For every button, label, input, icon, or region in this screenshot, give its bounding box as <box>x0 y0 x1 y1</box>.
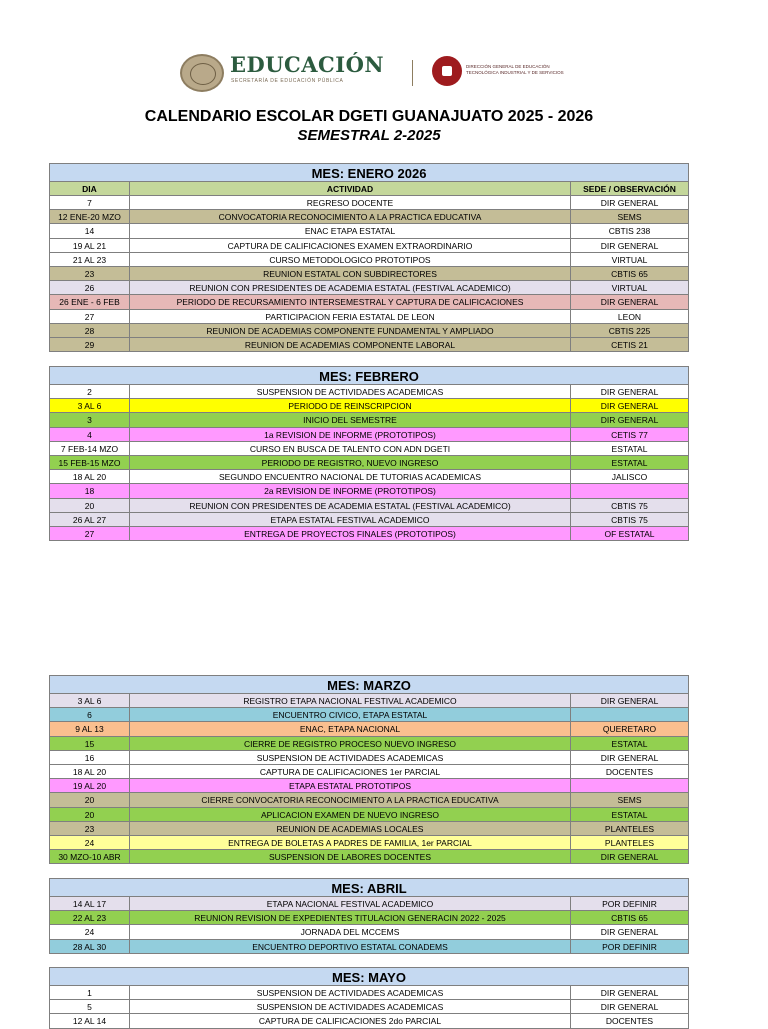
cell-sede: SEMS <box>571 210 689 223</box>
cell-sede: POR DEFINIR <box>571 897 689 910</box>
column-header-sede: SEDE / OBSERVACIÓN <box>571 182 689 195</box>
cell-actividad: ENAC, ETAPA NACIONAL <box>130 722 571 735</box>
month-table-febrero <box>49 366 689 541</box>
cell-sede: DIR GENERAL <box>571 925 689 938</box>
cell-dia: 14 <box>50 224 130 237</box>
column-headers <box>49 182 689 196</box>
table-row <box>49 793 689 807</box>
cell-actividad: CIERRE CONVOCATORIA RECONOCIMIENTO A LA PRACTICA EDUCATIVA <box>130 793 571 806</box>
cell-dia: 18 AL 20 <box>50 765 130 778</box>
month-title: MES: MAYO <box>49 967 689 986</box>
cell-dia: 27 <box>50 310 130 323</box>
cell-dia: 4 <box>50 428 130 441</box>
cell-sede: DIR GENERAL <box>571 694 689 707</box>
cell-dia: 7 <box>50 196 130 209</box>
cell-actividad: CONVOCATORIA RECONOCIMIENTO A LA PRACTICA EDUCATIVA <box>130 210 571 223</box>
cell-sede: PLANTELES <box>571 836 689 849</box>
cell-actividad: ETAPA ESTATAL FESTIVAL ACADEMICO <box>130 513 571 526</box>
cell-sede: DIR GENERAL <box>571 850 689 863</box>
cell-actividad: CAPTURA DE CALIFICACIONES 1er PARCIAL <box>130 765 571 778</box>
cell-dia: 19 AL 20 <box>50 779 130 792</box>
cell-actividad: REUNION DE ACADEMIAS COMPONENTE FUNDAMENTAL Y AMPLIADO <box>130 324 571 337</box>
table-row <box>49 324 689 338</box>
cell-actividad: JORNADA DEL MCCEMS <box>130 925 571 938</box>
table-row <box>49 1014 689 1028</box>
cell-sede: CBTIS 75 <box>571 513 689 526</box>
table-row <box>49 196 689 210</box>
cell-dia: 27 <box>50 527 130 540</box>
table-row <box>49 484 689 498</box>
cell-actividad: REUNION REVISION DE EXPEDIENTES TITULACION GENERACIN 2022 - 2025 <box>130 911 571 924</box>
table-row <box>49 940 689 954</box>
cell-sede: VIRTUAL <box>571 253 689 266</box>
table-row <box>49 808 689 822</box>
table-row <box>49 253 689 267</box>
table-row <box>49 986 689 1000</box>
cell-actividad: SUSPENSION DE ACTIVIDADES ACADEMICAS <box>130 986 571 999</box>
month-table-enero <box>49 163 689 352</box>
table-row <box>49 836 689 850</box>
cell-sede: CETIS 21 <box>571 338 689 351</box>
cell-actividad: CURSO METODOLOGICO PROTOTIPOS <box>130 253 571 266</box>
cell-actividad: REUNION CON PRESIDENTES DE ACADEMIA ESTATAL (FESTIVAL ACADEMICO) <box>130 281 571 294</box>
table-row <box>49 295 689 309</box>
month-title: MES: ABRIL <box>49 878 689 897</box>
table-row <box>49 897 689 911</box>
cell-dia: 3 <box>50 413 130 426</box>
table-row <box>49 210 689 224</box>
month-title: MES: ENERO 2026 <box>49 163 689 182</box>
cell-dia: 22 AL 23 <box>50 911 130 924</box>
cell-actividad: CURSO EN BUSCA DE TALENTO CON ADN DGETI <box>130 442 571 455</box>
header-logos <box>0 48 768 98</box>
cell-dia: 24 <box>50 836 130 849</box>
table-row <box>49 310 689 324</box>
cell-dia: 2 <box>50 385 130 398</box>
cell-actividad: SUSPENSION DE LABORES DOCENTES <box>130 850 571 863</box>
cell-actividad: PERIODO DE RECURSAMIENTO INTERSEMESTRAL Y CAPTURA DE CALIFICACIONES <box>130 295 571 308</box>
cell-dia: 16 <box>50 751 130 764</box>
cell-actividad: REUNION DE ACADEMIAS COMPONENTE LABORAL <box>130 338 571 351</box>
cell-actividad: CAPTURA DE CALIFICACIONES EXAMEN EXTRAORDINARIO <box>130 239 571 252</box>
table-row <box>49 779 689 793</box>
cell-dia: 3 AL 6 <box>50 694 130 707</box>
cell-dia: 19 AL 21 <box>50 239 130 252</box>
month-title: MES: FEBRERO <box>49 366 689 385</box>
cell-actividad: ETAPA ESTATAL PROTOTIPOS <box>130 779 571 792</box>
cell-dia: 20 <box>50 808 130 821</box>
cell-dia: 12 ENE-20 MZO <box>50 210 130 223</box>
cell-actividad: SUSPENSION DE ACTIVIDADES ACADEMICAS <box>130 1000 571 1013</box>
table-row <box>49 751 689 765</box>
cell-dia: 15 <box>50 737 130 750</box>
cell-sede: CBTIS 65 <box>571 267 689 280</box>
cell-actividad: SEGUNDO ENCUENTRO NACIONAL DE TUTORIAS ACADEMICAS <box>130 470 571 483</box>
cell-sede: OF ESTATAL <box>571 527 689 540</box>
cell-dia: 5 <box>50 1000 130 1013</box>
cell-dia: 6 <box>50 708 130 721</box>
table-row <box>49 722 689 736</box>
sep-logo-subtext: SECRETARÍA DE EDUCACIÓN PÚBLICA <box>231 78 344 84</box>
cell-actividad: 2a REVISION DE INFORME (PROTOTIPOS) <box>130 484 571 497</box>
cell-dia: 20 <box>50 499 130 512</box>
table-row <box>49 385 689 399</box>
sep-logo-text: EDUCACIÓN <box>230 52 385 77</box>
table-row <box>49 338 689 352</box>
cell-sede <box>571 484 689 497</box>
cell-actividad: ENAC ETAPA ESTATAL <box>130 224 571 237</box>
cell-sede: CBTIS 75 <box>571 499 689 512</box>
cell-dia: 21 AL 23 <box>50 253 130 266</box>
cell-dia: 12 AL 14 <box>50 1014 130 1027</box>
cell-sede: DIR GENERAL <box>571 385 689 398</box>
cell-dia: 23 <box>50 267 130 280</box>
cell-sede: DOCENTES <box>571 765 689 778</box>
table-row <box>49 281 689 295</box>
table-row <box>49 694 689 708</box>
month-title: MES: MARZO <box>49 675 689 694</box>
page-subtitle: SEMESTRAL 2-2025 <box>297 127 441 144</box>
cell-actividad: SUSPENSION DE ACTIVIDADES ACADEMICAS <box>130 385 571 398</box>
cell-sede: POR DEFINIR <box>571 940 689 953</box>
table-row <box>49 413 689 427</box>
mexico-seal-icon <box>180 54 224 92</box>
table-row <box>49 925 689 939</box>
cell-sede: DIR GENERAL <box>571 196 689 209</box>
page-title: CALENDARIO ESCOLAR DGETI GUANAJUATO 2025 - 2026 <box>144 108 594 125</box>
cell-actividad: APLICACION EXAMEN DE NUEVO INGRESO <box>130 808 571 821</box>
cell-actividad: REGISTRO ETAPA NACIONAL FESTIVAL ACADEMICO <box>130 694 571 707</box>
cell-dia: 26 AL 27 <box>50 513 130 526</box>
dgeti-gear-icon <box>432 56 462 86</box>
cell-sede: LEON <box>571 310 689 323</box>
cell-actividad: REUNION DE ACADEMIAS LOCALES <box>130 822 571 835</box>
cell-actividad: PERIODO DE REINSCRIPCION <box>130 399 571 412</box>
cell-sede <box>571 779 689 792</box>
cell-actividad: INICIO DEL SEMESTRE <box>130 413 571 426</box>
cell-sede: DIR GENERAL <box>571 399 689 412</box>
cell-sede: CBTIS 238 <box>571 224 689 237</box>
cell-actividad: ENCUENTRO DEPORTIVO ESTATAL CONADEMS <box>130 940 571 953</box>
cell-actividad: ENTREGA DE PROYECTOS FINALES (PROTOTIPOS) <box>130 527 571 540</box>
cell-sede: ESTATAL <box>571 808 689 821</box>
month-table-abril <box>49 878 689 954</box>
month-table-marzo <box>49 675 689 864</box>
table-row <box>49 765 689 779</box>
table-row <box>49 239 689 253</box>
cell-sede: JALISCO <box>571 470 689 483</box>
cell-dia: 26 ENE - 6 FEB <box>50 295 130 308</box>
cell-dia: 26 <box>50 281 130 294</box>
cell-sede: DIR GENERAL <box>571 239 689 252</box>
table-row <box>49 911 689 925</box>
cell-dia: 28 <box>50 324 130 337</box>
cell-dia: 9 AL 13 <box>50 722 130 735</box>
table-row <box>49 1000 689 1014</box>
table-row <box>49 822 689 836</box>
table-row <box>49 399 689 413</box>
cell-actividad: CAPTURA DE CALIFICACIONES 2do PARCIAL <box>130 1014 571 1027</box>
cell-sede: ESTATAL <box>571 737 689 750</box>
cell-sede: PLANTELES <box>571 822 689 835</box>
cell-dia: 1 <box>50 986 130 999</box>
cell-dia: 15 FEB-15 MZO <box>50 456 130 469</box>
cell-sede: DIR GENERAL <box>571 751 689 764</box>
cell-sede: SEMS <box>571 793 689 806</box>
cell-actividad: ENCUENTRO CIVICO, ETAPA ESTATAL <box>130 708 571 721</box>
cell-dia: 30 MZO-10 ABR <box>50 850 130 863</box>
cell-actividad: CIERRE DE REGISTRO PROCESO NUEVO INGRESO <box>130 737 571 750</box>
table-row <box>49 499 689 513</box>
cell-sede: DIR GENERAL <box>571 1000 689 1013</box>
cell-sede: DIR GENERAL <box>571 986 689 999</box>
cell-dia: 14 AL 17 <box>50 897 130 910</box>
table-row <box>49 267 689 281</box>
cell-dia: 18 AL 20 <box>50 470 130 483</box>
cell-actividad: REUNION ESTATAL CON SUBDIRECTORES <box>130 267 571 280</box>
cell-dia: 20 <box>50 793 130 806</box>
cell-sede <box>571 708 689 721</box>
cell-actividad: ENTREGA DE BOLETAS A PADRES DE FAMILIA, 1er PARCIAL <box>130 836 571 849</box>
table-row <box>49 513 689 527</box>
cell-actividad: PARTICIPACION FERIA ESTATAL DE LEON <box>130 310 571 323</box>
cell-dia: 28 AL 30 <box>50 940 130 953</box>
cell-sede: CBTIS 225 <box>571 324 689 337</box>
table-row <box>49 470 689 484</box>
cell-actividad: PERIODO DE REGISTRO, NUEVO INGRESO <box>130 456 571 469</box>
table-row <box>49 456 689 470</box>
cell-dia: 7 FEB-14 MZO <box>50 442 130 455</box>
month-table-mayo <box>49 967 689 1029</box>
table-row <box>49 708 689 722</box>
cell-sede: CBTIS 65 <box>571 911 689 924</box>
table-row <box>49 737 689 751</box>
cell-actividad: REUNION CON PRESIDENTES DE ACADEMIA ESTATAL (FESTIVAL ACADEMICO) <box>130 499 571 512</box>
table-row <box>49 428 689 442</box>
cell-actividad: REGRESO DOCENTE <box>130 196 571 209</box>
cell-actividad: ETAPA NACIONAL FESTIVAL ACADEMICO <box>130 897 571 910</box>
cell-sede: QUERETARO <box>571 722 689 735</box>
cell-sede: VIRTUAL <box>571 281 689 294</box>
column-header-actividad: ACTIVIDAD <box>130 182 571 195</box>
cell-actividad: SUSPENSION DE ACTIVIDADES ACADEMICAS <box>130 751 571 764</box>
dgeti-logo-text: DIRECCIÓN GENERAL DE EDUCACIÓN TECNOLÓGICA INDUSTRIAL Y DE SERVICIOS <box>466 64 564 75</box>
cell-dia: 24 <box>50 925 130 938</box>
table-row <box>49 527 689 541</box>
cell-dia: 18 <box>50 484 130 497</box>
cell-dia: 29 <box>50 338 130 351</box>
cell-sede: ESTATAL <box>571 442 689 455</box>
column-header-dia: DIA <box>50 182 130 195</box>
cell-sede: DIR GENERAL <box>571 295 689 308</box>
cell-actividad: 1a REVISION DE INFORME (PROTOTIPOS) <box>130 428 571 441</box>
cell-sede: CETIS 77 <box>571 428 689 441</box>
cell-sede: DIR GENERAL <box>571 413 689 426</box>
table-row <box>49 442 689 456</box>
cell-sede: ESTATAL <box>571 456 689 469</box>
cell-dia: 3 AL 6 <box>50 399 130 412</box>
table-row <box>49 224 689 238</box>
logo-divider <box>412 60 413 86</box>
cell-sede: DOCENTES <box>571 1014 689 1027</box>
table-row <box>49 850 689 864</box>
cell-dia: 23 <box>50 822 130 835</box>
